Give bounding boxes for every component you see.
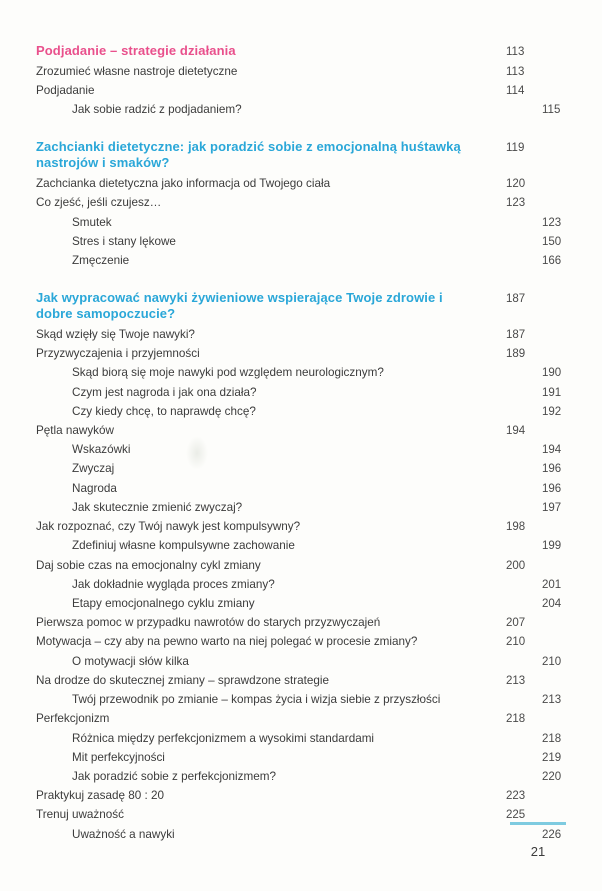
toc-entry[interactable] bbox=[36, 790, 546, 803]
toc-entry-page: 213 bbox=[542, 694, 562, 707]
toc-entry-label: Przyzwyczajenia i przyjemności bbox=[36, 347, 200, 361]
toc-entry[interactable] bbox=[36, 329, 546, 342]
toc-entry-page: 196 bbox=[542, 482, 562, 495]
toc-entry-label: Zmęczenie bbox=[72, 253, 130, 267]
toc-entry-page: 210 bbox=[506, 636, 526, 649]
toc-entry[interactable] bbox=[36, 675, 546, 688]
toc-entry-page: 189 bbox=[506, 348, 526, 361]
toc-entry[interactable] bbox=[36, 444, 582, 457]
toc-entry-label: O motywacji słów kilka bbox=[72, 654, 189, 668]
toc-entry-page: 113 bbox=[506, 65, 525, 78]
toc-entry-label: Podjadanie – strategie działania bbox=[36, 43, 236, 58]
toc-entry-label: Co zjeść, jeśli czujesz… bbox=[36, 196, 162, 210]
toc-entry-page: 201 bbox=[542, 578, 562, 591]
toc-entry[interactable] bbox=[36, 598, 582, 611]
toc-entry-page: 220 bbox=[542, 770, 562, 783]
toc-entry[interactable] bbox=[36, 733, 582, 746]
toc-entry-label: Zachcianki dietetyczne: jak poradzić sobie z emocjonalną huśtawką nastrojów i smaków? bbox=[36, 138, 461, 170]
toc-entry[interactable] bbox=[36, 809, 546, 822]
toc-section-heading[interactable] bbox=[36, 44, 546, 59]
toc-entry-page: 198 bbox=[506, 521, 526, 534]
toc-entry[interactable] bbox=[36, 236, 582, 249]
toc-entry-page: 207 bbox=[506, 617, 526, 630]
toc-entry[interactable] bbox=[36, 656, 582, 669]
toc-entry-label: Perfekcjonizm bbox=[36, 712, 110, 726]
toc-entry-label: Jak poradzić sobie z perfekcjonizmem? bbox=[72, 769, 276, 783]
table-of-contents bbox=[36, 43, 562, 841]
toc-entry-page: 204 bbox=[542, 597, 562, 610]
toc-entry-label: Stres i stany lękowe bbox=[72, 234, 176, 248]
toc-entry[interactable] bbox=[36, 713, 546, 726]
toc-entry[interactable] bbox=[36, 829, 582, 842]
toc-entry-page: 196 bbox=[542, 463, 562, 476]
toc-entry-label: Motywacja – czy aby na pewno warto na niej polegać w procesie zmiany? bbox=[36, 635, 418, 649]
toc-entry-page: 120 bbox=[506, 178, 526, 191]
toc-entry[interactable] bbox=[36, 367, 582, 380]
toc-entry[interactable] bbox=[36, 406, 582, 419]
toc-entry-label: Jak skutecznie zmienić zwyczaj? bbox=[72, 500, 243, 514]
toc-entry-label: Czym jest nagroda i jak ona działa? bbox=[72, 385, 257, 399]
toc-entry-page: 192 bbox=[542, 405, 562, 418]
toc-entry[interactable] bbox=[36, 502, 582, 515]
toc-entry-label: Jak rozpoznać, czy Twój nawyk jest kompulsywny? bbox=[36, 520, 301, 534]
toc-entry-label: Skąd wzięły się Twoje nawyki? bbox=[36, 327, 195, 341]
toc-entry[interactable] bbox=[36, 617, 546, 630]
toc-entry-page: 187 bbox=[506, 292, 526, 305]
toc-entry-label: Czy kiedy chcę, to naprawdę chcę? bbox=[72, 404, 256, 418]
toc-entry-page: 210 bbox=[542, 655, 562, 668]
toc-entry-label: Daj sobie czas na emocjonalny cykl zmiany bbox=[36, 558, 261, 572]
toc-entry-page: 187 bbox=[506, 328, 526, 341]
toc-entry-label: Smutek bbox=[72, 215, 112, 229]
toc-entry-page: 218 bbox=[542, 732, 562, 745]
toc-entry-label: Etapy emocjonalnego cyklu zmiany bbox=[72, 596, 255, 610]
toc-entry-label: Wskazówki bbox=[72, 443, 131, 457]
toc-entry-page: 199 bbox=[542, 540, 562, 553]
toc-spacer bbox=[36, 117, 546, 139]
toc-entry-label: Jak wypracować nawyki żywieniowe wspierające Twoje zdrowie i dobre samopoczucie? bbox=[36, 289, 443, 321]
toc-entry[interactable] bbox=[36, 636, 546, 649]
toc-entry-label: Pierwsza pomoc w przypadku nawrotów do starych przyzwyczajeń bbox=[36, 616, 381, 630]
toc-spacer bbox=[36, 268, 546, 290]
toc-section-heading[interactable] bbox=[36, 290, 546, 322]
toc-entry-label: Uważność a nawyki bbox=[72, 827, 175, 841]
toc-entry-page: 200 bbox=[506, 559, 526, 572]
toc-entry[interactable] bbox=[36, 483, 582, 496]
toc-entry-page: 123 bbox=[506, 197, 526, 210]
toc-entry-label: Praktykuj zasadę 80 : 20 bbox=[36, 789, 164, 803]
toc-entry-label: Jak sobie radzić z podjadaniem? bbox=[72, 103, 242, 117]
toc-entry-label: Zwyczaj bbox=[72, 462, 115, 476]
toc-entry-page: 197 bbox=[542, 501, 562, 514]
toc-entry[interactable] bbox=[36, 425, 546, 438]
toc-entry[interactable] bbox=[36, 387, 582, 400]
toc-entry-label: Trenuj uważność bbox=[36, 808, 124, 822]
toc-entry-page: 190 bbox=[542, 367, 562, 380]
toc-entry-page: 115 bbox=[542, 104, 561, 117]
toc-entry-page: 223 bbox=[506, 790, 526, 803]
toc-entry-page: 213 bbox=[506, 674, 526, 687]
toc-entry-label: Mit perfekcyjności bbox=[72, 750, 165, 764]
toc-entry-page: 191 bbox=[542, 386, 562, 399]
toc-entry-page: 114 bbox=[506, 84, 525, 97]
toc-entry-page: 150 bbox=[542, 235, 562, 248]
toc-entry-page: 194 bbox=[542, 444, 562, 457]
toc-entry[interactable] bbox=[36, 463, 582, 476]
toc-entry-page: 218 bbox=[506, 713, 526, 726]
toc-entry-page: 113 bbox=[506, 46, 525, 58]
page-number: 21 bbox=[530, 844, 546, 859]
toc-entry[interactable] bbox=[36, 579, 582, 592]
toc-entry-page: 226 bbox=[542, 828, 562, 841]
toc-entry-label: Podjadanie bbox=[36, 83, 95, 97]
toc-entry-label: Zdefiniuj własne kompulsywne zachowanie bbox=[72, 539, 295, 553]
toc-entry[interactable] bbox=[36, 348, 546, 361]
toc-section-heading[interactable] bbox=[36, 139, 546, 171]
toc-entry-label: Nagroda bbox=[72, 481, 117, 495]
toc-entry-label: Zachcianka dietetyczna jako informacja od Twojego ciała bbox=[36, 177, 331, 191]
toc-entry[interactable] bbox=[36, 694, 582, 707]
toc-entry-label: Skąd biorą się moje nawyki pod względem neurologicznym? bbox=[72, 366, 384, 380]
toc-entry-label: Twój przewodnik po zmianie – kompas życia i wizja siebie z przyszłości bbox=[72, 693, 441, 707]
footer-rule bbox=[510, 822, 566, 825]
toc-entry[interactable] bbox=[36, 217, 582, 230]
toc-entry-label: Różnica między perfekcjonizmem a wysokimi standardami bbox=[72, 731, 375, 745]
toc-entry[interactable] bbox=[36, 85, 546, 98]
toc-entry[interactable] bbox=[36, 178, 546, 191]
toc-entry-label: Jak dokładnie wygląda proces zmiany? bbox=[72, 577, 275, 591]
toc-entry[interactable] bbox=[36, 560, 546, 573]
toc-entry-page: 123 bbox=[542, 216, 562, 229]
toc-entry[interactable] bbox=[36, 197, 546, 210]
toc-entry-label: Zrozumieć własne nastroje dietetyczne bbox=[36, 64, 238, 78]
toc-entry-page: 194 bbox=[506, 425, 526, 437]
toc-entry[interactable] bbox=[36, 771, 582, 784]
toc-entry[interactable] bbox=[36, 104, 582, 117]
toc-entry[interactable] bbox=[36, 752, 582, 765]
toc-entry-page: 225 bbox=[506, 809, 526, 822]
toc-entry-page: 166 bbox=[542, 254, 562, 267]
toc-entry-label: Pętla nawyków bbox=[36, 424, 114, 437]
toc-entry[interactable] bbox=[36, 255, 582, 268]
toc-entry-label: Na drodze do skutecznej zmiany – sprawdzone strategie bbox=[36, 673, 329, 687]
toc-entry[interactable] bbox=[36, 66, 546, 79]
toc-entry[interactable] bbox=[36, 540, 582, 553]
toc-entry-page: 219 bbox=[542, 751, 562, 764]
toc-entry[interactable] bbox=[36, 521, 546, 534]
toc-entry-page: 119 bbox=[506, 141, 525, 154]
